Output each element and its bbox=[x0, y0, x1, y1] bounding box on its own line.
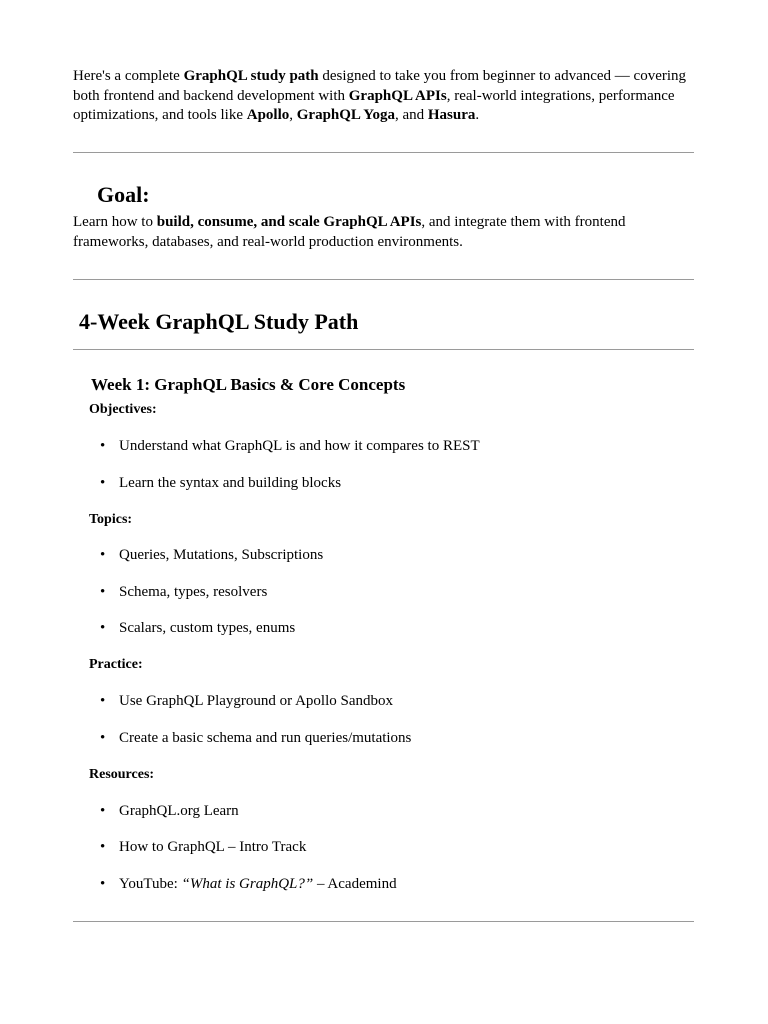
intro-text: Here's a complete bbox=[73, 68, 184, 84]
goal-text: Learn how to bbox=[73, 214, 157, 230]
list-item bbox=[100, 546, 323, 565]
intro-bold-graphql-apis: GraphQL APIs bbox=[348, 87, 447, 104]
bullet-icon: • bbox=[100, 584, 106, 600]
list-item-text: Create a basic schema and run queries/mutations bbox=[119, 730, 412, 746]
intro-text: , and bbox=[394, 107, 428, 123]
list-item-text: Learn the syntax and building blocks bbox=[119, 475, 342, 491]
horizontal-rule bbox=[73, 152, 694, 153]
list-item bbox=[100, 875, 397, 894]
bullet-icon: • bbox=[100, 803, 106, 819]
intro-bold-hasura: Hasura bbox=[427, 107, 476, 123]
intro-paragraph bbox=[73, 67, 698, 126]
list-item bbox=[100, 474, 341, 493]
list-item bbox=[100, 802, 239, 821]
bullet-icon: • bbox=[100, 876, 106, 892]
list-item-text: Queries, Mutations, Subscriptions bbox=[119, 547, 324, 563]
list-item-text: YouTube: bbox=[119, 876, 182, 892]
list-item-text: – Academind bbox=[313, 876, 397, 892]
objectives-label: Objectives: bbox=[89, 402, 157, 417]
list-item bbox=[100, 619, 295, 638]
horizontal-rule bbox=[73, 921, 694, 922]
intro-text: , bbox=[289, 107, 297, 123]
bullet-icon: • bbox=[100, 620, 106, 636]
list-item bbox=[100, 583, 267, 602]
intro-text: . bbox=[475, 107, 480, 123]
goal-bold-text: build, consume, and scale GraphQL APIs bbox=[156, 214, 422, 230]
bullet-icon: • bbox=[100, 547, 106, 563]
intro-text: designed to take you from beginner to advanced — covering both frontend and backend development with bbox=[73, 68, 687, 104]
video-title: “What is GraphQL?” bbox=[181, 876, 314, 892]
list-item-text: Schema, types, resolvers bbox=[119, 584, 268, 600]
list-item bbox=[100, 838, 306, 857]
list-item-text: How to GraphQL – Intro Track bbox=[119, 839, 307, 855]
bullet-icon: • bbox=[100, 475, 106, 491]
topics-label: Topics: bbox=[89, 512, 133, 527]
bullet-icon: • bbox=[100, 438, 106, 454]
bullet-icon: • bbox=[100, 693, 106, 709]
list-item-text: GraphQL.org Learn bbox=[119, 803, 239, 819]
intro-bold-apollo: Apollo bbox=[246, 107, 290, 123]
goal-paragraph bbox=[73, 213, 698, 252]
list-item bbox=[100, 437, 480, 456]
list-item bbox=[100, 692, 393, 711]
study-path-title: 4-Week GraphQL Study Path bbox=[79, 309, 359, 334]
intro-text: , real-world integrations, performance optimizations, and tools like bbox=[73, 87, 675, 123]
intro-bold-graphql-yoga: GraphQL Yoga bbox=[296, 107, 395, 123]
list-item-text: Scalars, custom types, enums bbox=[119, 620, 296, 636]
intro-bold-study-path: GraphQL study path bbox=[183, 68, 319, 84]
horizontal-rule bbox=[73, 349, 694, 350]
week1-title: Week 1: GraphQL Basics & Core Concepts bbox=[91, 375, 406, 394]
list-item bbox=[100, 729, 411, 748]
list-item-text: Understand what GraphQL is and how it compares to REST bbox=[119, 438, 480, 454]
goal-heading: Goal: bbox=[97, 182, 150, 207]
goal-text: , and integrate them with frontend frameworks, databases, and real-world production environments. bbox=[73, 214, 626, 250]
practice-label: Practice: bbox=[89, 657, 143, 672]
horizontal-rule bbox=[73, 279, 694, 280]
bullet-icon: • bbox=[100, 730, 106, 746]
list-item-text: Use GraphQL Playground or Apollo Sandbox bbox=[119, 693, 393, 709]
bullet-icon: • bbox=[100, 839, 106, 855]
resources-label: Resources: bbox=[89, 767, 155, 782]
